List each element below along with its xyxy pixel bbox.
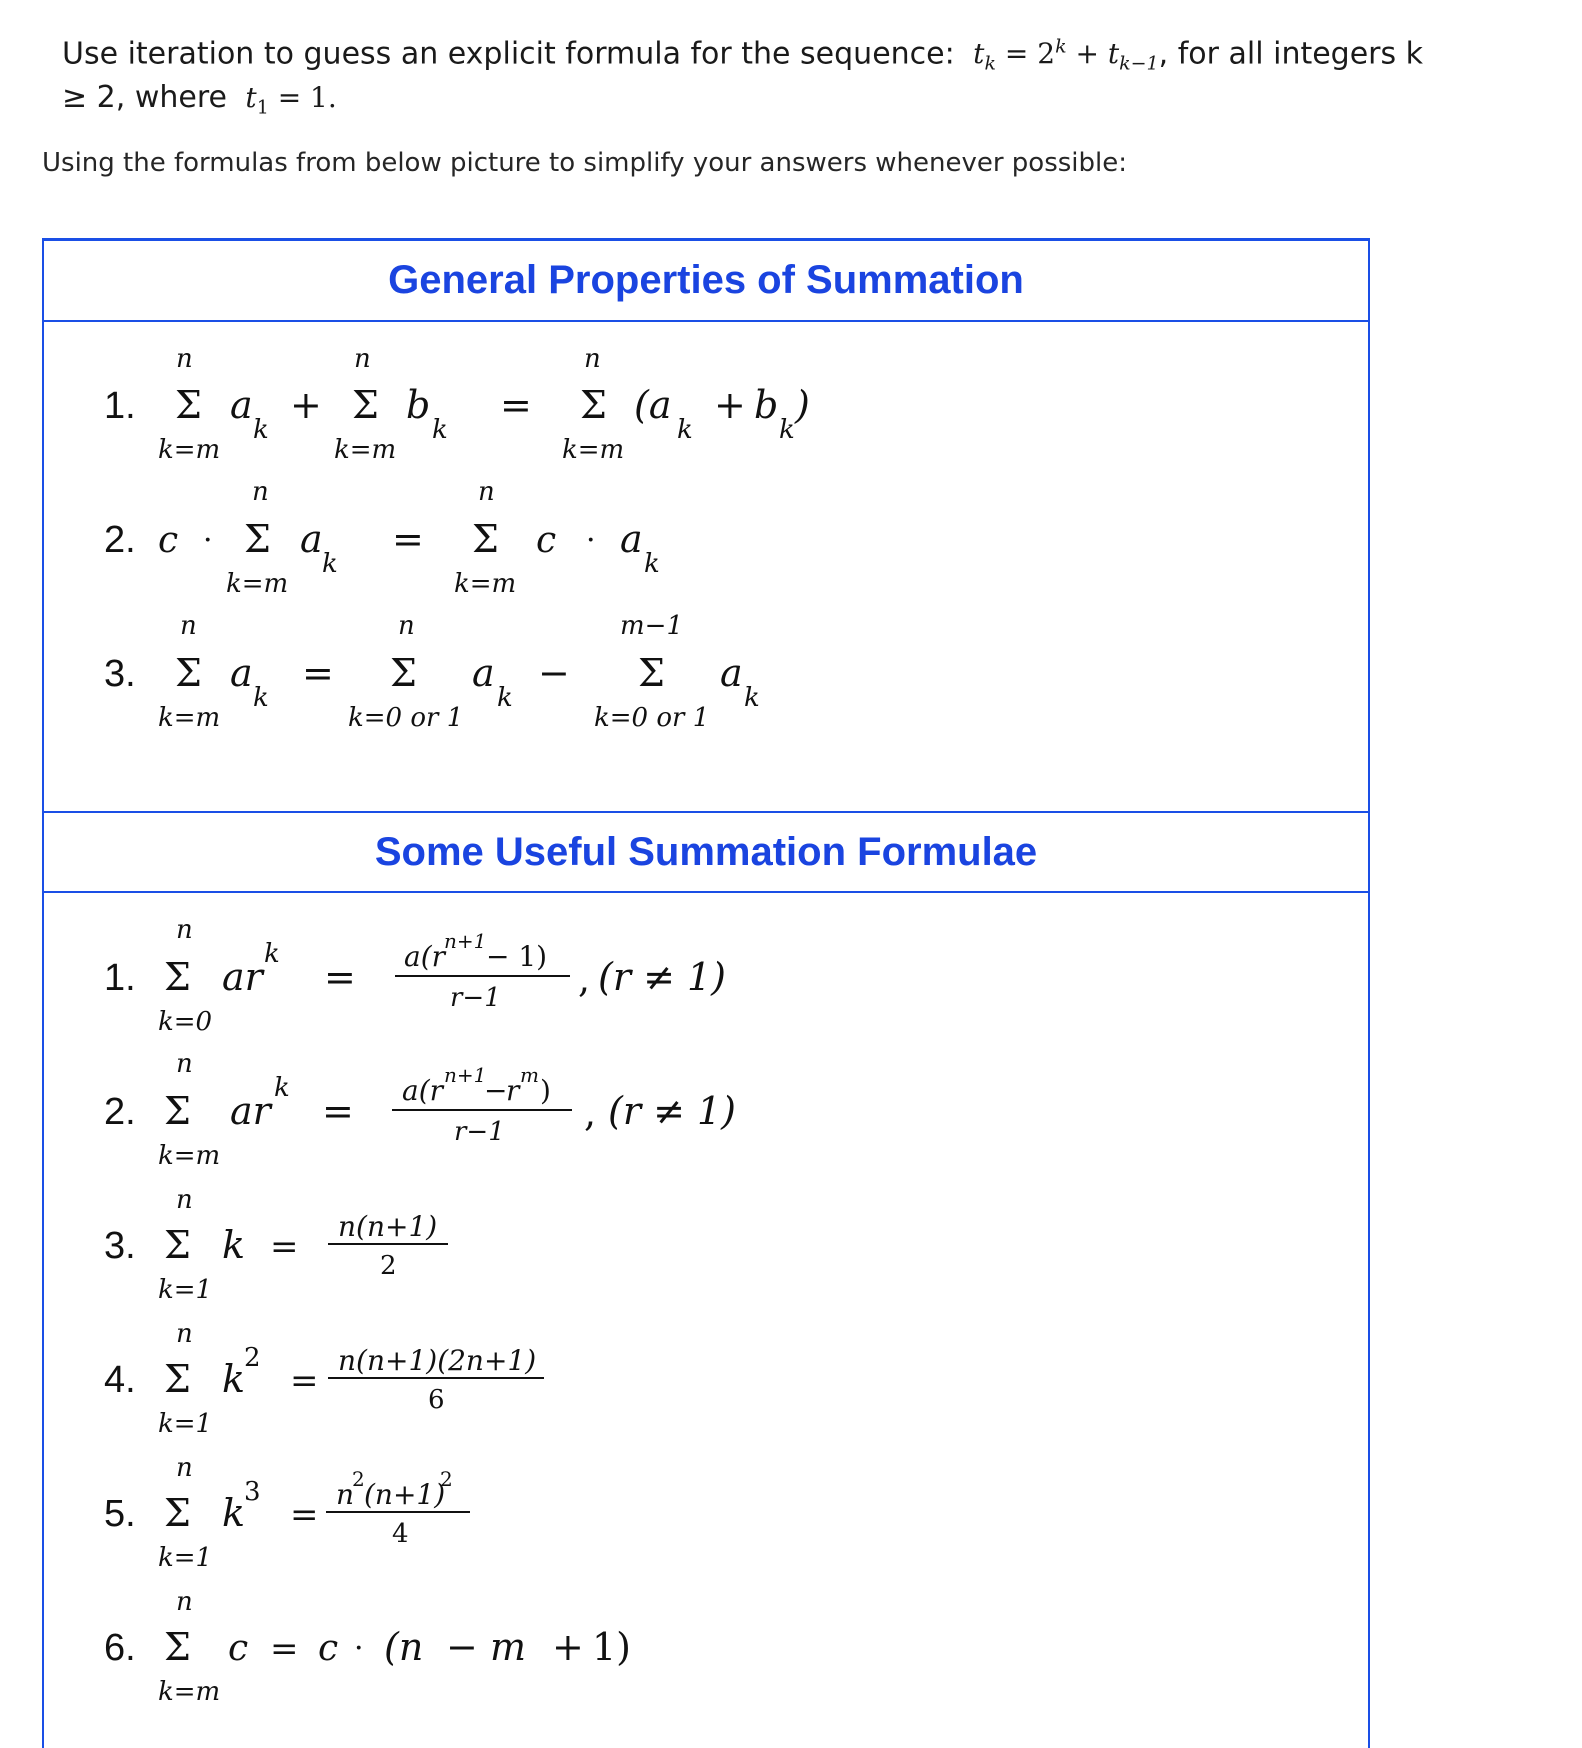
svg-text:Σ: Σ xyxy=(164,1089,191,1133)
property-2 xyxy=(104,477,660,599)
svg-text:c: c xyxy=(318,1628,339,1669)
svg-text:k: k xyxy=(222,1357,246,1401)
svg-text:a: a xyxy=(472,651,495,695)
recurrence-formula: $t_k = 2^k + t_{k-1}$ xyxy=(964,36,1159,75)
svg-text:2: 2 xyxy=(380,1251,397,1281)
svg-text:n: n xyxy=(176,1587,193,1617)
svg-text:k=m: k=m xyxy=(454,569,517,599)
property-1 xyxy=(104,344,810,465)
svg-text:·: · xyxy=(203,523,213,558)
svg-text:n: n xyxy=(336,1478,355,1511)
svg-text:k=1: k=1 xyxy=(158,1543,213,1573)
svg-text:1.: 1. xyxy=(104,957,136,999)
svg-text:c: c xyxy=(228,1628,249,1669)
svg-text:=: = xyxy=(322,1089,354,1133)
question-line-1: Use iteration to guess an explicit formula for the sequence: $t_k = 2^k + t_{k-1}$, for all integers k xyxy=(62,36,1424,75)
svg-text:2.: 2. xyxy=(104,1091,136,1133)
svg-text:n: n xyxy=(398,611,415,641)
svg-text:ar: ar xyxy=(230,1089,271,1133)
svg-text:k=m: k=m xyxy=(158,435,221,465)
formula-1 xyxy=(104,915,726,1037)
svg-text:k=m: k=m xyxy=(562,435,625,465)
formula-6 xyxy=(104,1587,631,1707)
svg-text:k: k xyxy=(222,1491,246,1535)
svg-text:): ) xyxy=(540,1074,551,1107)
svg-text:(n+1): (n+1) xyxy=(364,1478,446,1511)
svg-text:=: = xyxy=(270,1227,299,1267)
svg-text:c: c xyxy=(536,520,557,561)
svg-text:Σ: Σ xyxy=(175,383,202,427)
section-title-general-properties: General Properties of Summation xyxy=(388,258,1024,302)
svg-text:Σ: Σ xyxy=(164,1357,191,1401)
svg-text:,: , xyxy=(584,1091,597,1135)
svg-text:m: m xyxy=(490,1625,527,1669)
svg-text:k: k xyxy=(222,1223,246,1267)
svg-text:Σ: Σ xyxy=(164,1223,191,1267)
svg-text:n: n xyxy=(176,344,193,374)
section-title-useful-formulae: Some Useful Summation Formulae xyxy=(374,830,1038,874)
svg-text:5.: 5. xyxy=(104,1493,136,1535)
svg-text:k=m: k=m xyxy=(158,1677,221,1707)
svg-text:r−1: r−1 xyxy=(450,983,501,1013)
question-outro: for all integers k xyxy=(1177,36,1424,72)
svg-text:+: + xyxy=(714,383,746,427)
svg-text:n: n xyxy=(252,477,269,507)
svg-text:,: , xyxy=(578,957,591,1001)
svg-text:6: 6 xyxy=(428,1385,445,1415)
svg-text:n: n xyxy=(176,1319,193,1349)
svg-text:k=1: k=1 xyxy=(158,1409,213,1439)
svg-text:Σ: Σ xyxy=(580,383,607,427)
svg-text:3.: 3. xyxy=(104,653,136,695)
svg-text:k: k xyxy=(253,683,269,713)
property-3 xyxy=(104,611,760,733)
svg-text:n: n xyxy=(176,1185,193,1215)
svg-text:=: = xyxy=(270,1629,299,1669)
svg-text:+: + xyxy=(290,383,322,427)
svg-text:n+1: n+1 xyxy=(444,929,487,953)
svg-text:b: b xyxy=(754,383,779,427)
svg-text:r: r xyxy=(506,1074,520,1107)
svg-text:n: n xyxy=(584,344,601,374)
svg-text:−: − xyxy=(446,1625,478,1669)
svg-text:Σ: Σ xyxy=(164,1625,191,1669)
svg-text:=: = xyxy=(290,1495,319,1535)
svg-text:=: = xyxy=(500,383,532,427)
svg-text:m−1: m−1 xyxy=(620,611,683,641)
svg-text:k=1: k=1 xyxy=(158,1275,213,1305)
svg-text:b: b xyxy=(406,383,431,427)
svg-text:·: · xyxy=(354,1631,364,1666)
svg-text:k: k xyxy=(644,549,660,579)
question-line2-prefix: ≥ 2, where xyxy=(62,80,227,115)
svg-text:2: 2 xyxy=(440,1467,453,1491)
svg-text:n: n xyxy=(176,1049,193,1079)
svg-text:Σ: Σ xyxy=(390,651,417,695)
svg-text:2: 2 xyxy=(352,1467,365,1491)
svg-text:a: a xyxy=(720,651,743,695)
svg-text:k=m: k=m xyxy=(334,435,397,465)
svg-text:=: = xyxy=(290,1361,319,1401)
svg-text:1.: 1. xyxy=(104,385,136,427)
svg-text:k: k xyxy=(264,939,280,969)
svg-text:(a: (a xyxy=(634,383,672,427)
svg-text:n: n xyxy=(176,1453,193,1483)
svg-text:k: k xyxy=(274,1073,290,1103)
svg-text:3.: 3. xyxy=(104,1225,136,1267)
svg-text:4.: 4. xyxy=(104,1359,136,1401)
svg-text:1): 1) xyxy=(592,1625,632,1669)
svg-text:k=m: k=m xyxy=(226,569,289,599)
formula-3 xyxy=(104,1185,448,1305)
svg-text:−: − xyxy=(538,651,570,695)
svg-text:k=0 or 1: k=0 or 1 xyxy=(594,703,710,733)
svg-text:ar: ar xyxy=(222,955,263,999)
svg-text:(r ≠ 1): (r ≠ 1) xyxy=(598,955,726,999)
svg-text:2.: 2. xyxy=(104,519,136,561)
svg-text:a: a xyxy=(300,517,323,561)
svg-text:Σ: Σ xyxy=(352,383,379,427)
svg-text:=: = xyxy=(302,651,334,695)
svg-text:n(n+1): n(n+1) xyxy=(338,1210,438,1243)
svg-text:n(n+1)(2n+1): n(n+1)(2n+1) xyxy=(338,1344,537,1377)
svg-text:n+1: n+1 xyxy=(444,1063,487,1087)
instructions-text: Using the formulas from below picture to simplify your answers whenever possible: xyxy=(42,148,1128,178)
svg-text:·: · xyxy=(586,523,596,558)
svg-text:=: = xyxy=(324,955,356,999)
svg-text:a(r: a(r xyxy=(402,1074,444,1107)
formula-5 xyxy=(104,1453,470,1573)
svg-text:=: = xyxy=(392,517,424,561)
svg-text:(n: (n xyxy=(384,1625,424,1669)
svg-text:k: k xyxy=(779,415,795,445)
initial-condition: $t_1 = 1$. xyxy=(236,81,337,119)
svg-text:Σ: Σ xyxy=(638,651,665,695)
svg-text:Σ: Σ xyxy=(472,517,499,561)
svg-text:n: n xyxy=(354,344,371,374)
svg-text:+: + xyxy=(552,1625,584,1669)
svg-text:n: n xyxy=(176,915,193,945)
svg-text:c: c xyxy=(158,520,179,561)
svg-text:Σ: Σ xyxy=(164,955,191,999)
svg-text:n: n xyxy=(180,611,197,641)
svg-text:m: m xyxy=(520,1063,539,1087)
svg-text:k=m: k=m xyxy=(158,703,221,733)
svg-text:k=0 or 1: k=0 or 1 xyxy=(348,703,464,733)
svg-text:n: n xyxy=(478,477,495,507)
question-intro: Use iteration to guess an explicit formula for the sequence: xyxy=(62,36,955,72)
svg-text:3: 3 xyxy=(244,1477,261,1507)
svg-text:a: a xyxy=(230,383,253,427)
svg-text:−: − xyxy=(484,1074,508,1107)
svg-text:k: k xyxy=(744,683,760,713)
svg-text:a(r: a(r xyxy=(404,940,446,973)
svg-text:k: k xyxy=(432,415,448,445)
svg-text:k=m: k=m xyxy=(158,1141,221,1171)
svg-text:Σ: Σ xyxy=(164,1491,191,1535)
svg-text:k: k xyxy=(677,415,693,445)
svg-text:4: 4 xyxy=(392,1519,409,1549)
svg-text:Σ: Σ xyxy=(244,517,271,561)
svg-text:k=0: k=0 xyxy=(158,1007,213,1037)
svg-text:(r ≠ 1): (r ≠ 1) xyxy=(608,1089,736,1133)
formula-4 xyxy=(104,1319,544,1439)
svg-text:): ) xyxy=(795,383,810,427)
svg-text:− 1): − 1) xyxy=(486,940,548,973)
svg-text:r−1: r−1 xyxy=(454,1117,505,1147)
svg-text:2: 2 xyxy=(244,1343,261,1373)
svg-text:a: a xyxy=(230,651,253,695)
svg-text:a: a xyxy=(620,517,643,561)
formula-2 xyxy=(104,1049,736,1171)
svg-text:k: k xyxy=(253,415,269,445)
svg-text:k: k xyxy=(322,549,338,579)
svg-text:Σ: Σ xyxy=(175,651,202,695)
svg-text:6.: 6. xyxy=(104,1627,136,1669)
svg-text:k: k xyxy=(497,683,513,713)
